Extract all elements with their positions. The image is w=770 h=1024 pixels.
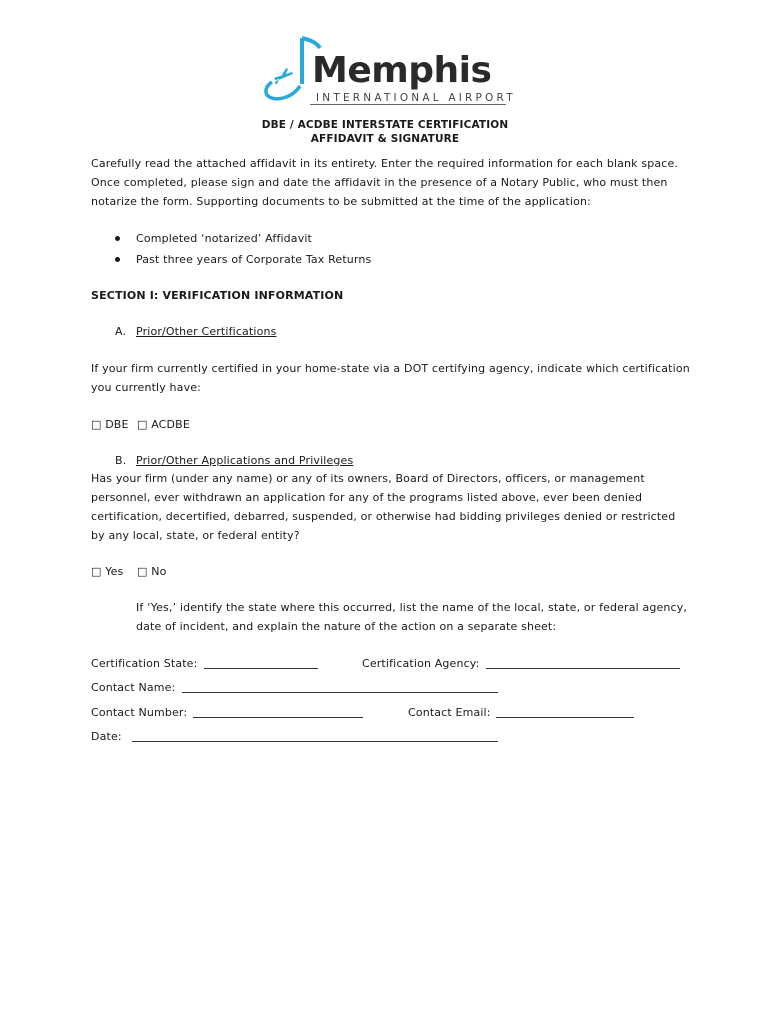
document-title: DBE / ACDBE INTERSTATE CERTIFICATION	[261, 119, 509, 131]
date-field[interactable]	[132, 741, 498, 742]
contact-number-field[interactable]	[193, 717, 363, 718]
subsection-letter-b: B.	[115, 454, 127, 467]
contact-email-field[interactable]	[496, 717, 634, 718]
contact-email-label: Contact Email:	[408, 706, 491, 719]
question-line: you currently have:	[91, 381, 201, 394]
logo-subtitle: INTERNATIONAL AIRPORT	[316, 92, 516, 104]
followup-line: If ‘Yes,’ identify the state where this occurred, list the name of the local, state, or federal agency,	[136, 601, 688, 614]
yes-checkbox[interactable]: □ Yes	[91, 565, 124, 578]
subsection-title-b: Prior/Other Applications and Privileges	[136, 454, 354, 467]
question-line: by any local, state, or federal entity?	[91, 529, 300, 542]
cert-state-field[interactable]	[204, 668, 318, 669]
acdbe-checkbox[interactable]: □ ACDBE	[137, 418, 190, 431]
intro-line: notarize the form. Supporting documents to be submitted at the time of the application:	[91, 195, 591, 208]
followup-line: date of incident, and explain the nature of the action on a separate sheet:	[136, 620, 557, 633]
intro-line: Carefully read the attached affidavit in its entirety. Enter the required information for each blank space.	[91, 157, 679, 170]
question-line: certification, decertified, debarred, suspended, or otherwise had bidding privileges denied or restricted	[91, 510, 676, 523]
contact-number-label: Contact Number:	[91, 706, 188, 719]
question-line: Has your firm (under any name) or any of its owners, Board of Directors, officers, or management	[91, 472, 645, 485]
question-line: If your firm currently certified in your home-state via a DOT certifying agency, indicate which certification	[91, 362, 690, 375]
question-line: personnel, ever withdrawn an application for any of the programs listed above, ever been denied	[91, 491, 643, 504]
list-item: Past three years of Corporate Tax Returns	[136, 253, 372, 266]
bullet-icon	[115, 257, 120, 262]
logo-wordmark: Memphis	[312, 50, 492, 91]
cert-agency-label: Certification Agency:	[362, 657, 480, 670]
cert-agency-field[interactable]	[486, 668, 680, 669]
cert-state-label: Certification State:	[91, 657, 198, 670]
date-label: Date:	[91, 730, 122, 743]
list-item: Completed ‘notarized’ Affidavit	[136, 232, 313, 245]
contact-name-field[interactable]	[182, 692, 498, 693]
bullet-icon	[115, 236, 120, 241]
section-heading: SECTION I: VERIFICATION INFORMATION	[91, 289, 344, 302]
logo-divider	[310, 104, 506, 105]
dbe-checkbox[interactable]: □ DBE	[91, 418, 129, 431]
document-subtitle: AFFIDAVIT & SIGNATURE	[310, 133, 460, 145]
intro-line: Once completed, please sign and date the affidavit in the presence of a Notary Public, who must then	[91, 176, 668, 189]
subsection-letter-a: A.	[115, 325, 127, 338]
subsection-title-a: Prior/Other Certifications	[136, 325, 277, 338]
contact-name-label: Contact Name:	[91, 681, 176, 694]
no-checkbox[interactable]: □ No	[137, 565, 167, 578]
